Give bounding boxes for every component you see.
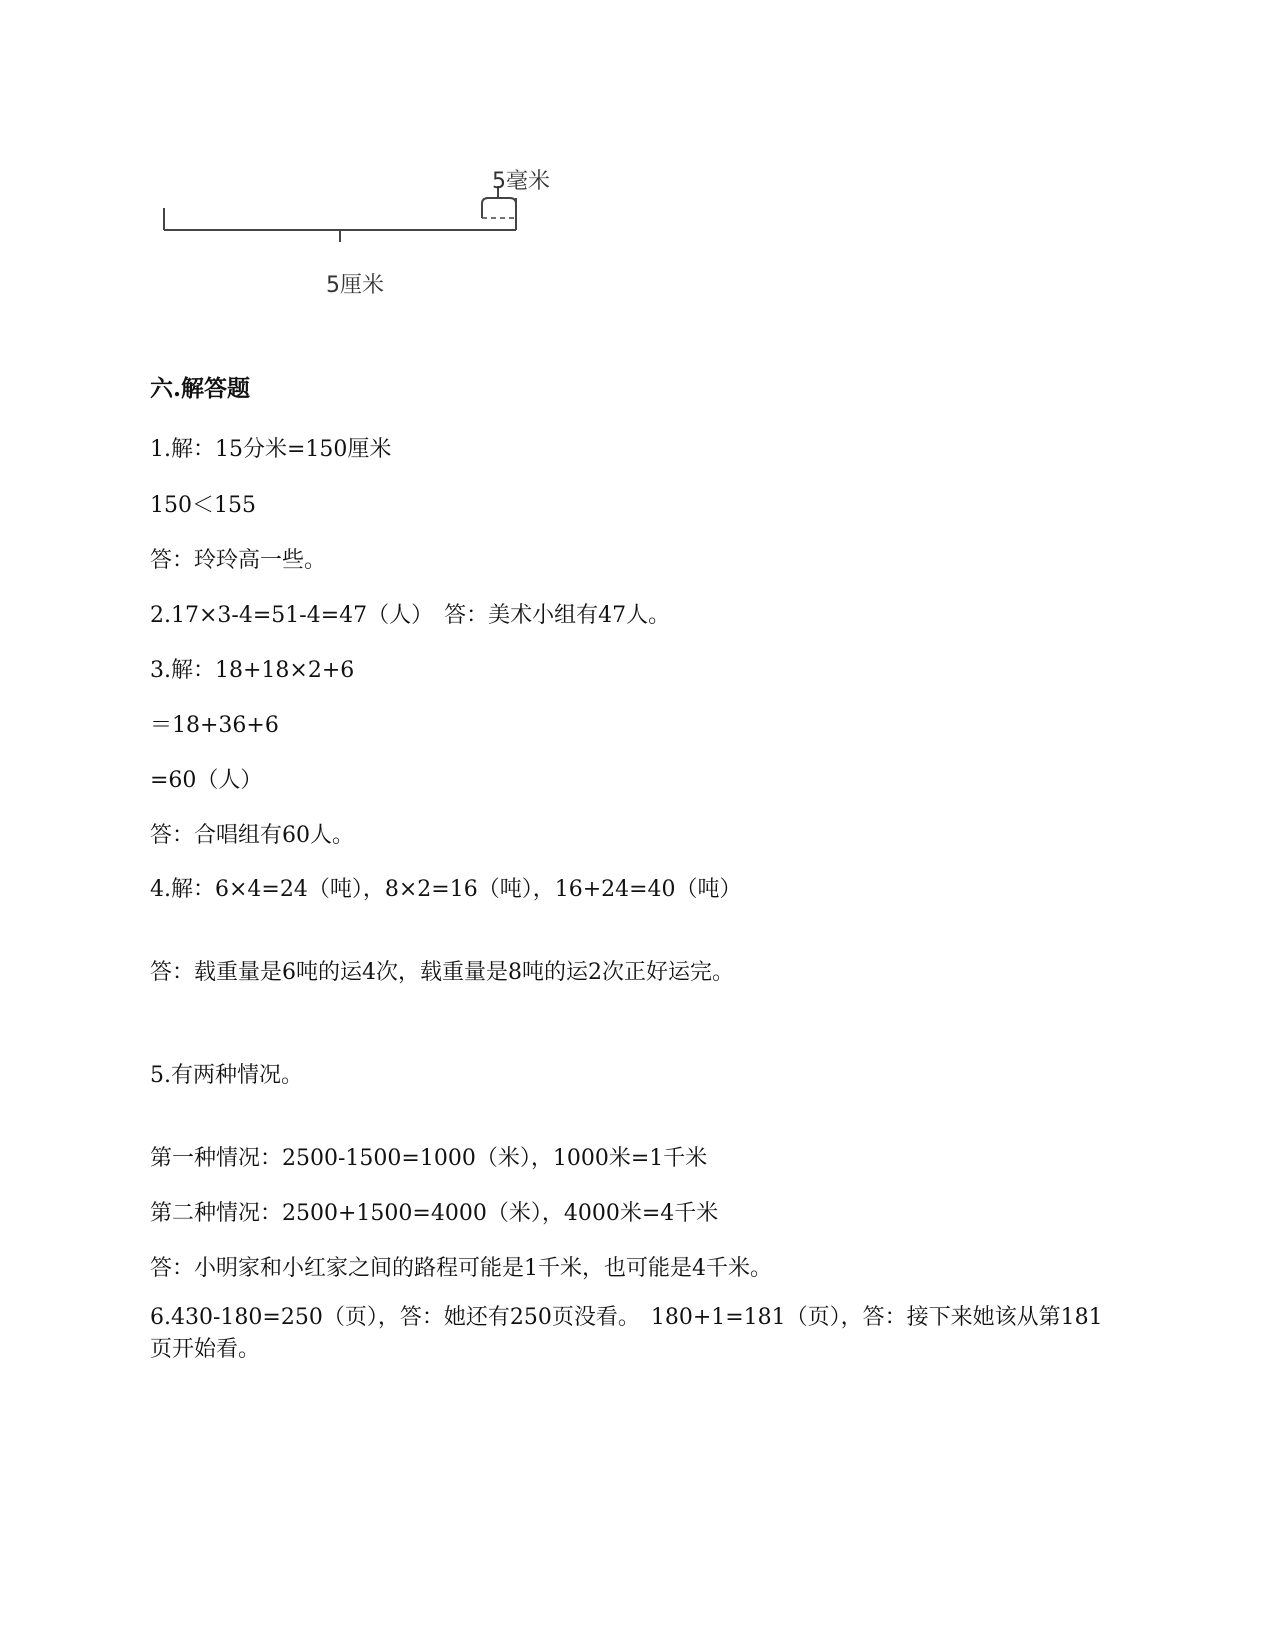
answer-line: 3.解：18+18×2+6 <box>150 658 355 683</box>
answer-line: 答：合唱组有60人。 <box>150 823 354 848</box>
answer-line: 5.有两种情况。 <box>150 1063 303 1088</box>
section-title: 六.解答题 <box>150 375 251 402</box>
segment-diagram <box>150 150 570 300</box>
answer-line: ＝18+36+6 <box>150 713 279 738</box>
bottom-label: 5厘米 <box>326 273 384 298</box>
answer-line: =60（人） <box>150 768 263 793</box>
answer-line: 答：玲玲高一些。 <box>150 548 327 573</box>
answer-paragraph: 6.430-180=250（页），答：她还有250页没看。 180+1=181（页），答：接下来她该从第181页开始看。 <box>150 1305 1103 1362</box>
answer-line: 4.解：6×4=24（吨），8×2=16（吨），16+24=40（吨） <box>150 877 742 902</box>
answer-line: 1.解：15分米=150厘米 <box>150 437 392 462</box>
answer-line: 2.17×3-4=51-4=47（人） 答：美术小组有47人。 <box>150 603 671 628</box>
answer-line: 答：载重量是6吨的运4次，载重量是8吨的运2次正好运完。 <box>150 960 734 985</box>
top-brace <box>482 198 516 218</box>
answer-line: 150＜155 <box>150 493 256 518</box>
answer-line: 第一种情况：2500-1500=1000（米），1000米=1千米 <box>150 1146 708 1171</box>
answer-line: 答：小明家和小红家之间的路程可能是1千米，也可能是4千米。 <box>150 1256 772 1281</box>
top-label: 5毫米 <box>492 169 550 194</box>
answer-line: 第二种情况：2500+1500=4000（米），4000米=4千米 <box>150 1201 719 1226</box>
